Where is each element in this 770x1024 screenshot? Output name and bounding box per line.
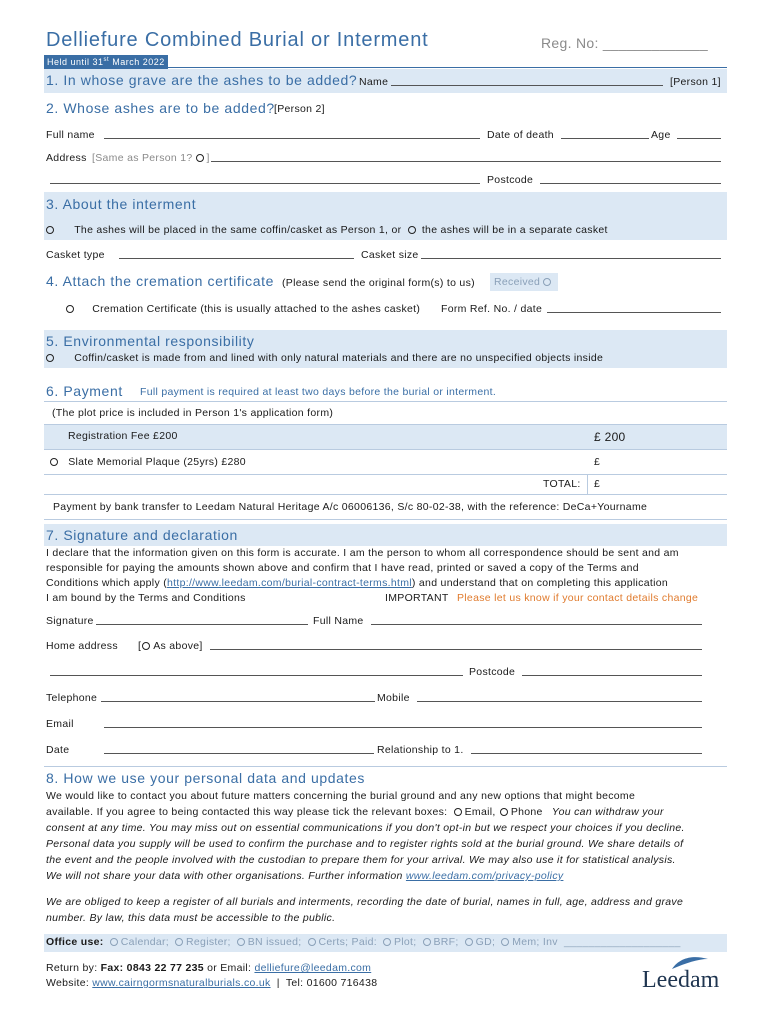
- plot-price-note: (The plot price is included in Person 1's application form): [52, 407, 334, 419]
- date-label: Date: [46, 744, 70, 756]
- total-row: [44, 475, 727, 495]
- separate-casket-radio[interactable]: [408, 226, 416, 234]
- section8-heading: 8. How we use your personal data and updates: [46, 770, 366, 786]
- home-address-line2-field[interactable]: [50, 666, 463, 679]
- received-box: Received: [490, 273, 558, 291]
- declarant-postcode-label: Postcode: [469, 666, 516, 678]
- data-para2-line2: number. By law, this data must be accessible to the public.: [46, 912, 336, 924]
- person1-name-field[interactable]: [391, 76, 663, 89]
- cremation-cert-row: Cremation Certificate (this is usually attached to the ashes casket): [66, 303, 420, 315]
- office-use-checkbox[interactable]: [308, 938, 316, 946]
- data-para1-line2: available. If you agree to being contacted this way please tick the relevant boxes: Email, Phone You can withdraw your: [46, 806, 664, 818]
- opt-in-email-checkbox[interactable]: [454, 808, 462, 816]
- office-use-item: BN issued;: [247, 936, 302, 948]
- registration-fee-value: £ 200: [594, 430, 626, 444]
- form-ref-label: Form Ref. No. / date: [441, 303, 543, 315]
- telephone-field[interactable]: [101, 692, 375, 705]
- address-label: Address: [46, 152, 87, 164]
- terms-link[interactable]: http://www.leedam.com/burial-contract-terms.html: [167, 577, 412, 589]
- return-by-line: Return by: Fax: 0843 22 77 235 or Email: delliefure@leedam.com: [46, 962, 372, 974]
- casket-size-label: Casket size: [361, 249, 419, 261]
- bank-transfer-note: Payment by bank transfer to Leedam Natural Heritage A/c 06006136, S/c 80-02-38, with the reference: DeCa+Yourname: [53, 501, 648, 513]
- address-line1-field[interactable]: [211, 152, 721, 165]
- office-use-checkbox[interactable]: [110, 938, 118, 946]
- office-use-checkbox[interactable]: [383, 938, 391, 946]
- form-ref-field[interactable]: [547, 303, 721, 316]
- section4-note: (Please send the original form(s) to us): [282, 277, 475, 289]
- data-para1-line6: We will not share your data with other organisations. Further information www.leedam.com/privacy-policy: [46, 870, 564, 882]
- declarant-full-name-label: Full Name: [313, 615, 364, 627]
- section7-heading: 7. Signature and declaration: [46, 527, 238, 543]
- opt-in-phone-checkbox[interactable]: [500, 808, 508, 816]
- declarant-full-name-field[interactable]: [371, 615, 702, 628]
- mobile-label: Mobile: [377, 692, 410, 704]
- env-statement-row: Coffin/casket is made from and lined with only natural materials and there are no unspecified objects inside: [46, 352, 603, 364]
- date-of-death-label: Date of death: [487, 129, 554, 141]
- header-rule: [44, 67, 727, 68]
- person2-label: [Person 2]: [274, 103, 325, 115]
- plaque-option: Slate Memorial Plaque (25yrs) £280: [50, 456, 246, 468]
- data-para2-line1: We are obliged to keep a register of all burials and interments, recording the date of burial, names in full, age, address and grave: [46, 896, 684, 908]
- office-use-checkbox[interactable]: [237, 938, 245, 946]
- office-use-item: BRF;: [433, 936, 459, 948]
- important-note: Please let us know if your contact details change: [457, 592, 699, 604]
- office-use-line[interactable]: ___________________: [564, 936, 681, 948]
- email-field[interactable]: [104, 718, 702, 731]
- data-para1-line4: Personal data you supply will be used to confirm the purchase and to register rights sold at the burial ground. We share details of: [46, 838, 684, 850]
- relationship-field[interactable]: [471, 744, 702, 757]
- data-para1-line3: consent at any time. You may miss out on essential communications if you don't opt-in but we respect your choices if you decline.: [46, 822, 685, 834]
- declarant-postcode-field[interactable]: [522, 666, 702, 679]
- office-use-item: GD;: [475, 936, 496, 948]
- same-as-person1-hint: [Same as Person 1? ]: [92, 152, 210, 164]
- casket-size-field[interactable]: [421, 249, 721, 262]
- leedam-logo: [640, 955, 730, 995]
- full-name-field[interactable]: [104, 129, 480, 142]
- office-use-item: Mem; Inv: [512, 936, 558, 948]
- total-value: £: [594, 478, 601, 490]
- as-above-option: [ As above]: [138, 640, 203, 652]
- received-checkbox[interactable]: [543, 278, 551, 286]
- mobile-field[interactable]: [417, 692, 702, 705]
- office-use-checkbox[interactable]: [465, 938, 473, 946]
- total-divider: [587, 475, 588, 495]
- form-title: Delliefure Combined Burial or Interment: [46, 29, 429, 51]
- important-label: IMPORTANT: [385, 592, 449, 604]
- age-label: Age: [651, 129, 671, 141]
- declaration-line2: responsible for paying the amounts shown above and confirm that I have read, printed or saved a copy of the Terms and: [46, 562, 639, 574]
- section8-rule: [44, 766, 727, 767]
- payment-note: Full payment is required at least two days before the burial or interment.: [140, 386, 497, 398]
- postcode-field[interactable]: [540, 174, 721, 187]
- section4-heading: 4. Attach the cremation certificate: [46, 273, 274, 289]
- declaration-line3: Conditions which apply (http://www.leedam.com/burial-contract-terms.html) and understand that on completing this application: [46, 577, 668, 589]
- plaque-value: £: [594, 456, 601, 468]
- contact-email-link[interactable]: delliefure@leedam.com: [254, 962, 372, 974]
- address-line2-field[interactable]: [50, 174, 480, 187]
- declaration-line1: I declare that the information given on this form is accurate. I am the person to whom all correspondence should be sent and am: [46, 547, 679, 559]
- same-coffin-radio[interactable]: [46, 226, 54, 234]
- home-address-label: Home address: [46, 640, 118, 652]
- date-of-death-field[interactable]: [561, 129, 649, 142]
- section5-heading: 5. Environmental responsibility: [46, 333, 255, 349]
- office-use-item: Calendar;: [120, 936, 170, 948]
- section1-heading: 1. In whose grave are the ashes to be added?: [46, 72, 358, 88]
- data-para1-line5: the event and the people involved with the custodian to prepare them for your arrival. We may also use it for statistical analysis.: [46, 854, 676, 866]
- person1-label: [Person 1]: [670, 76, 721, 88]
- payment-rule: [44, 401, 727, 402]
- plaque-checkbox[interactable]: [50, 458, 58, 466]
- registration-fee-label: Registration Fee £200: [68, 430, 178, 442]
- office-use-row: [46, 936, 681, 948]
- office-use-item: Plot;: [393, 936, 417, 948]
- office-use-checkbox[interactable]: [501, 938, 509, 946]
- as-above-checkbox[interactable]: [142, 642, 150, 650]
- env-statement-checkbox[interactable]: [46, 354, 54, 362]
- section3-heading: 3. About the interment: [46, 196, 197, 212]
- reg-number-field[interactable]: Reg. No: _____________: [541, 35, 708, 51]
- data-para1-line1: We would like to contact you about future matters concerning the burial ground and any new options that might become: [46, 790, 636, 802]
- office-use-checkbox[interactable]: [423, 938, 431, 946]
- date-field[interactable]: [104, 744, 374, 757]
- casket-type-field[interactable]: [119, 249, 354, 262]
- relationship-label: Relationship to 1.: [377, 744, 464, 756]
- cremation-cert-checkbox[interactable]: [66, 305, 74, 313]
- telephone-label: Telephone: [46, 692, 98, 704]
- held-until-badge: Held until 31st March 2022: [44, 55, 168, 69]
- postcode-label: Postcode: [487, 174, 534, 186]
- office-use-item: Register;: [186, 936, 231, 948]
- full-name-label: Full name: [46, 129, 95, 141]
- office-use-label: Office use:: [46, 936, 104, 948]
- email-label: Email: [46, 718, 74, 730]
- office-use-checkbox[interactable]: [175, 938, 183, 946]
- section6-heading: 6. Payment: [46, 383, 123, 399]
- casket-type-label: Casket type: [46, 249, 105, 261]
- privacy-policy-link[interactable]: www.leedam.com/privacy-policy: [405, 870, 564, 882]
- home-address-line1-field[interactable]: [210, 640, 702, 653]
- website-line: Website: www.cairngormsnaturalburials.co.uk | Tel: 01600 716438: [46, 977, 378, 989]
- office-use-item: Certs; Paid:: [318, 936, 377, 948]
- logo-text: Leedam: [642, 967, 720, 993]
- signature-label: Signature: [46, 615, 94, 627]
- age-field[interactable]: [677, 129, 721, 142]
- signature-field[interactable]: [96, 615, 308, 628]
- website-link[interactable]: www.cairngormsnaturalburials.co.uk: [92, 977, 271, 989]
- total-label: TOTAL:: [543, 478, 581, 490]
- same-coffin-option[interactable]: The ashes will be placed in the same coffin/casket as Person 1, or the ashes will be in a separate casket: [46, 224, 608, 236]
- section2-heading: 2. Whose ashes are to be added?: [46, 100, 275, 116]
- same-as-person1-checkbox[interactable]: [196, 154, 204, 162]
- declaration-line4: I am bound by the Terms and Conditions: [46, 592, 246, 604]
- person1-name-label: Name: [359, 76, 389, 88]
